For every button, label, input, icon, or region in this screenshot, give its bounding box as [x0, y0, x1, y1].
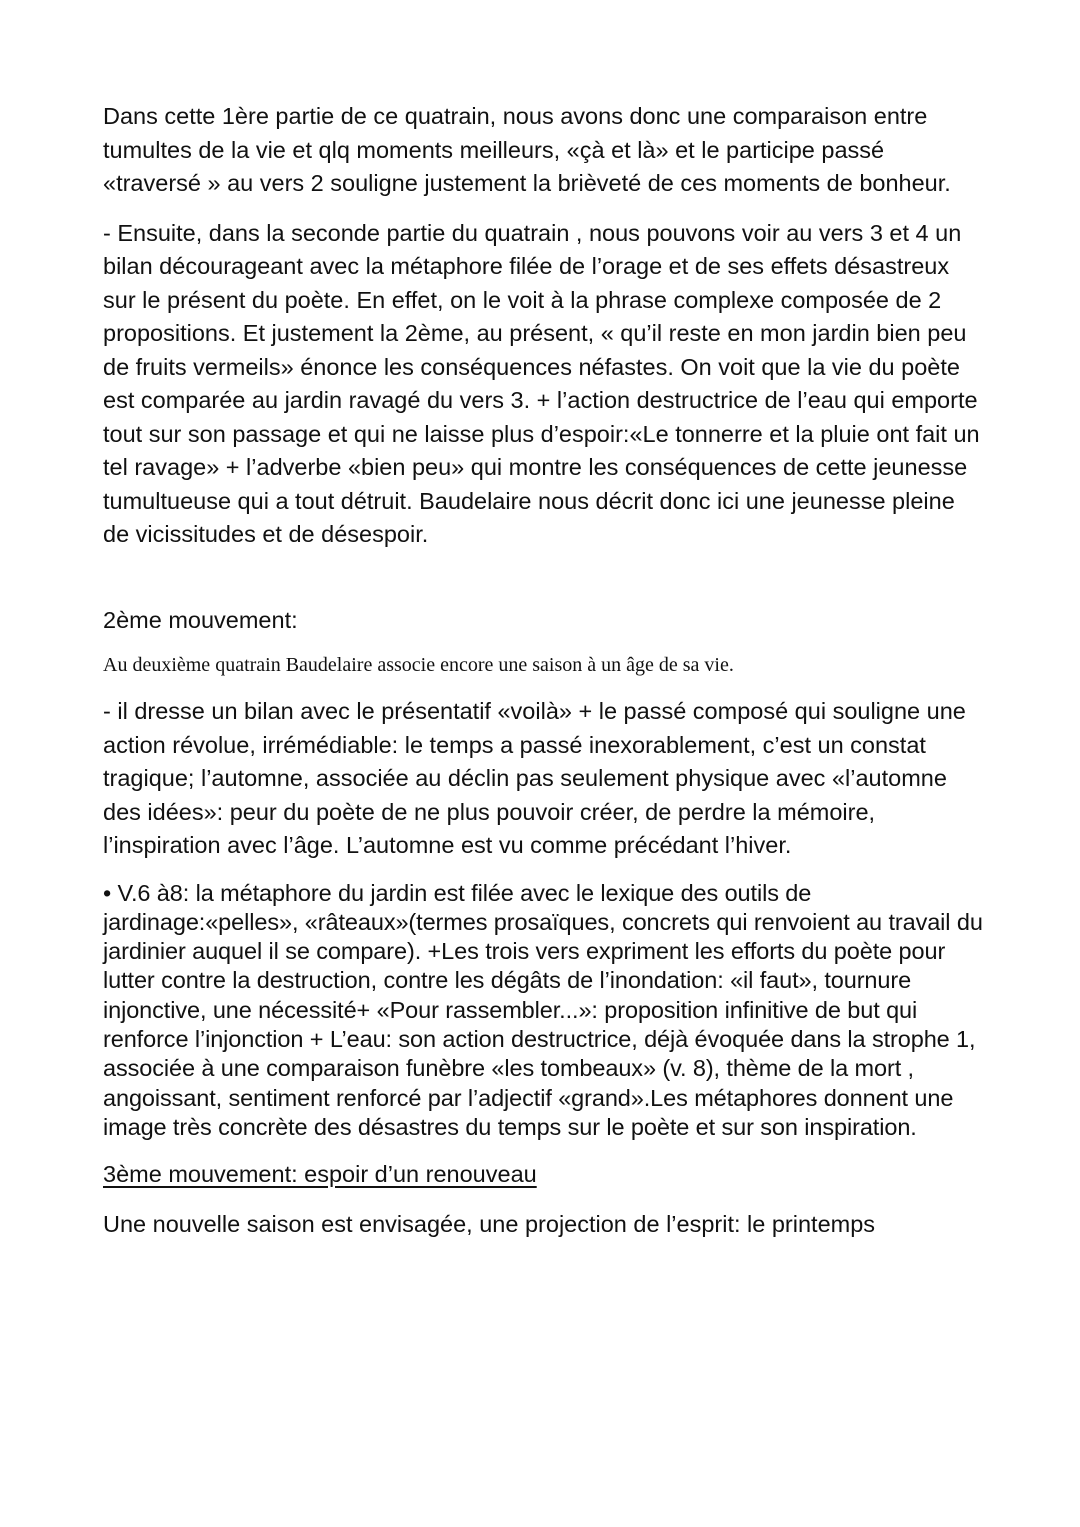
paragraph-second-part-analysis: - Ensuite, dans la seconde partie du quatrain , nous pouvons voir au vers 3 et 4 un bilan décourageant avec la métaphore filée de l’orage et de ses effets désastreux sur le présent du poète. En effet, on le voit à la phrase complexe composée de 2 propositions. Et justement la 2ème, au présent, « qu’il reste en mon jardin bien peu de fruits vermeils» énonce les conséquences néfastes. On voit que la vie du poète est comparée au jardin ravagé du vers 3. + l’action destructrice de l’eau qui emporte tout sur son passage et qui ne laisse plus d’espoir:«Le tonnerre et la pluie ont fait un tel ravage» + l’adverbe «bien peu» qui montre les conséquences de cette jeunesse tumultueuse qui a tout détruit. Baudelaire nous décrit donc ici une jeunesse pleine de vicissitudes et de désespoir.	[103, 219, 980, 547]
section-heading-second-movement: 2ème mouvement:	[103, 606, 298, 633]
paragraph-bilan-analysis: - il dresse un bilan avec le présentatif «voilà» + le passé composé qui souligne une action révolue, irrémédiable: le temps a passé inexorablement, c’est un constat tragique; l’automne, associée au déclin pas seulement physique avec «l’automne des idées»: peur du poète de ne plus pouvoir créer, de perdre la mémoire, l’inspiration avec l’âge. L’automne est vu comme précédant l’hiver.	[103, 698, 966, 858]
paragraph-second-quatrain-intro: Au deuxième quatrain Baudelaire associe encore une saison à un âge de sa vie.	[103, 654, 734, 676]
section-heading-third-movement: 3ème mouvement: espoir d’un renouveau	[103, 1161, 537, 1188]
paragraph-first-quatrain-summary: Dans cette 1ère partie de ce quatrain, nous avons donc une comparaison entre tumultes de la vie et qlq moments meilleurs, «çà et là» et le participe passé «traversé » au vers 2 souligne justement la brièveté de ces moments de bonheur.	[103, 103, 951, 196]
paragraph-garden-metaphor: • V.6 à8: la métaphore du jardin est filée avec le lexique des outils de jardinage:«pelles», «râteaux»(termes prosaïques, concrets qui renvoient au travail du jardinier auquel il se compare). +Les trois vers expriment les efforts du poète pour lutter contre la destruction, contre les dégâts de l’inondation: «il faut», tournure injonctive, une nécessité+ «Pour rassembler...»: proposition infinitive de but qui renforce l’injonction + L’eau: son action destructrice, déjà évoquée dans la strophe 1, associée à une comparaison funèbre «les tombeaux» (v. 8), thème de la mort , angoissant, sentiment renforcé par l’adjectif «grand».Les métaphores donnent une image très concrète des désastres du temps sur le poète et sur son inspiration.	[103, 879, 983, 1140]
paragraph-new-season: Une nouvelle saison est envisagée, une projection de l’esprit: le printemps	[103, 1210, 876, 1237]
document-page	[103, 100, 983, 1241]
